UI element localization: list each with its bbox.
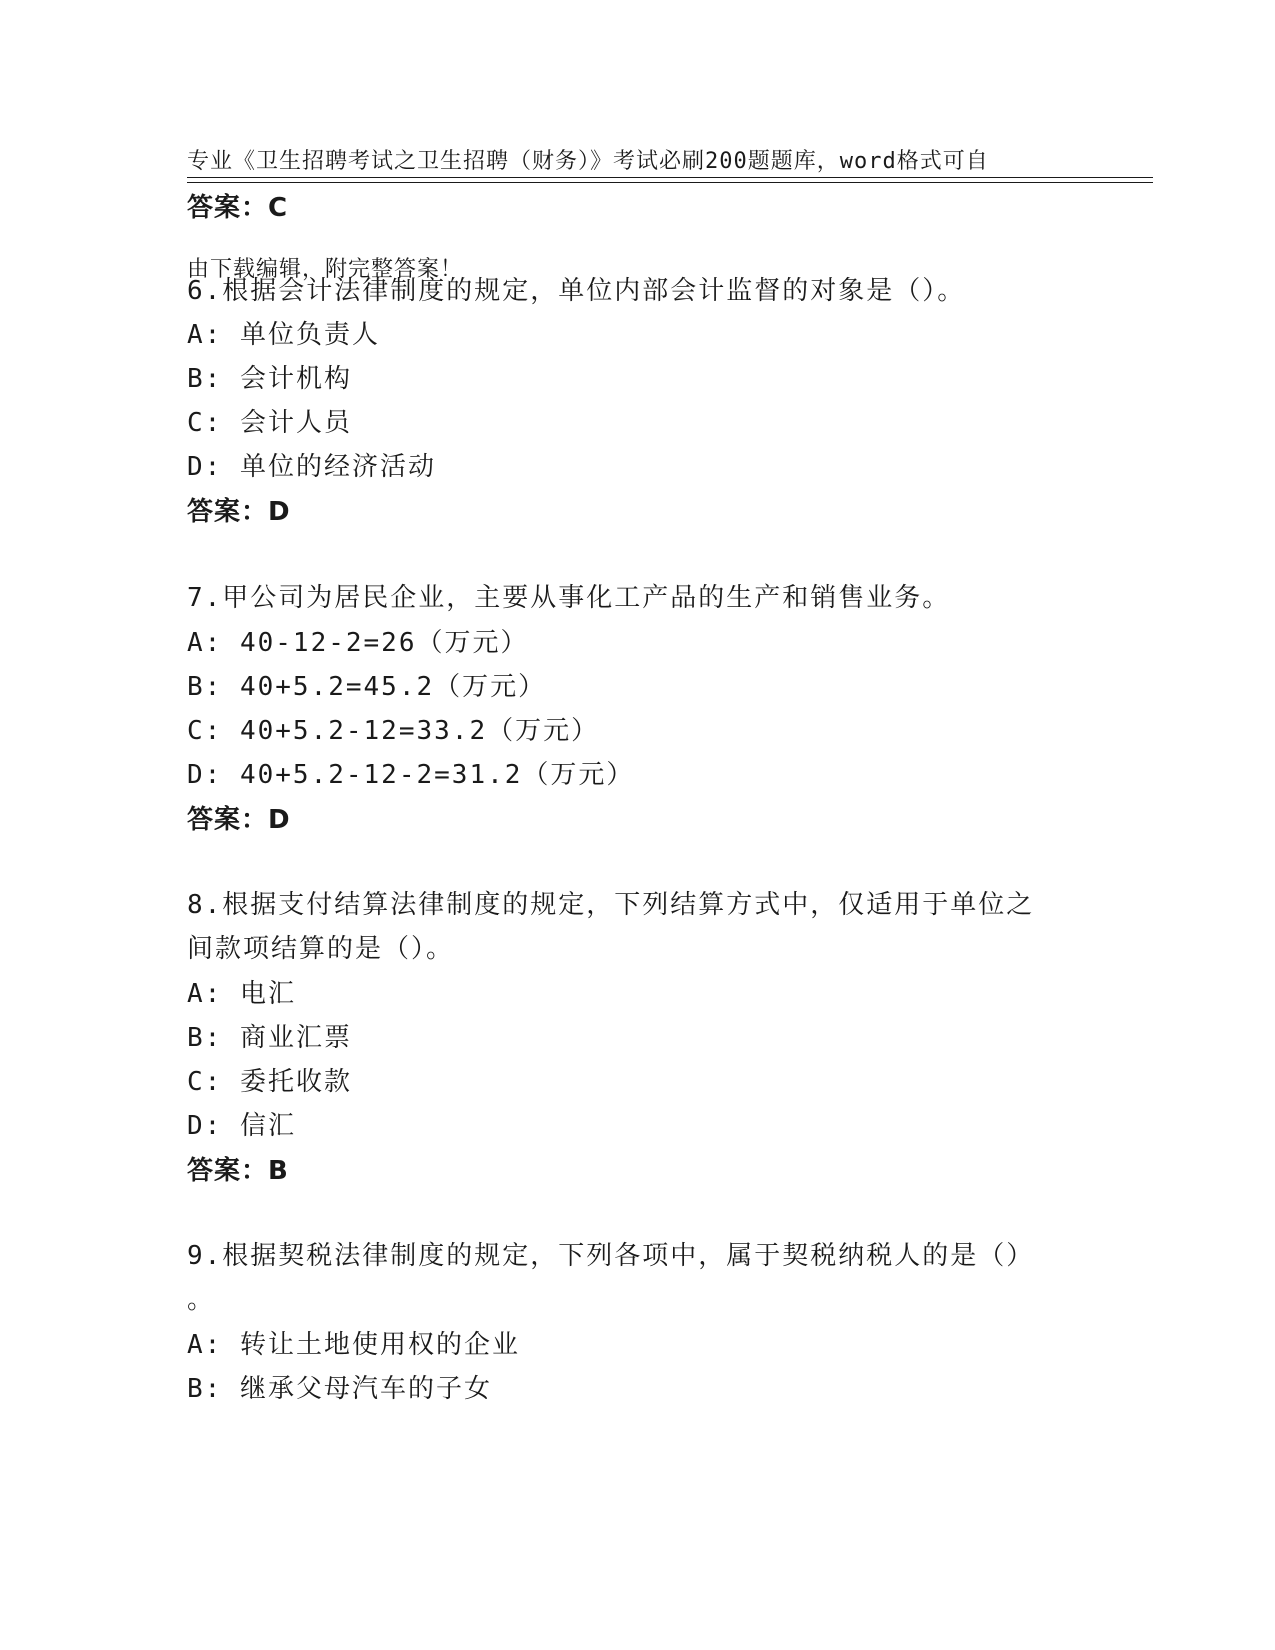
- question-6-option-b: B: 会计机构: [187, 364, 352, 394]
- question-8-option-d: D: 信汇: [187, 1111, 296, 1141]
- question-9-option-b: B: 继承父母汽车的子女: [187, 1374, 492, 1404]
- question-8-option-a: A: 电汇: [187, 979, 296, 1009]
- question-9-stem-line-1: 9.根据契税法律制度的规定，下列各项中，属于契税纳税人的是（）: [187, 1241, 1035, 1271]
- question-7-stem: 7.甲公司为居民企业，主要从事化工产品的生产和销售业务。: [187, 583, 951, 613]
- question-8-stem-line-1: 8.根据支付结算法律制度的规定，下列结算方式中，仅适用于单位之: [187, 890, 1035, 920]
- question-6-option-a: A: 单位负责人: [187, 320, 380, 350]
- question-8-option-c: C: 委托收款: [187, 1067, 352, 1097]
- header-divider-top: [187, 177, 1153, 178]
- header-line-2: 由下载编辑，附完整答案！: [187, 257, 464, 282]
- question-9-stem-line-2: 。: [187, 1285, 216, 1315]
- question-7-option-a: A: 40-12-2=26（万元）: [187, 628, 529, 658]
- question-9-option-a: A: 转让土地使用权的企业: [187, 1330, 520, 1360]
- question-6-option-d: D: 单位的经济活动: [187, 452, 436, 482]
- answer-line: 答案：C: [187, 193, 289, 223]
- question-8-option-b: B: 商业汇票: [187, 1023, 352, 1053]
- header-line-1: 专业《卫生招聘考试之卫生招聘（财务）》考试必刷200题题库，word格式可自: [187, 149, 989, 174]
- header-divider-bottom: [187, 182, 1153, 183]
- question-6-option-c: C: 会计人员: [187, 408, 352, 438]
- question-7-answer: 答案：D: [187, 805, 291, 835]
- question-8-stem-line-2: 间款项结算的是（）。: [187, 934, 455, 964]
- question-7-option-d: D: 40+5.2-12-2=31.2（万元）: [187, 760, 635, 790]
- question-7-option-c: C: 40+5.2-12=33.2（万元）: [187, 716, 600, 746]
- question-6-answer: 答案：D: [187, 497, 291, 527]
- question-7-option-b: B: 40+5.2=45.2（万元）: [187, 672, 547, 702]
- question-8-answer: 答案：B: [187, 1156, 289, 1186]
- question-6-stem: 6.根据会计法律制度的规定，单位内部会计监督的对象是（）。: [187, 276, 966, 306]
